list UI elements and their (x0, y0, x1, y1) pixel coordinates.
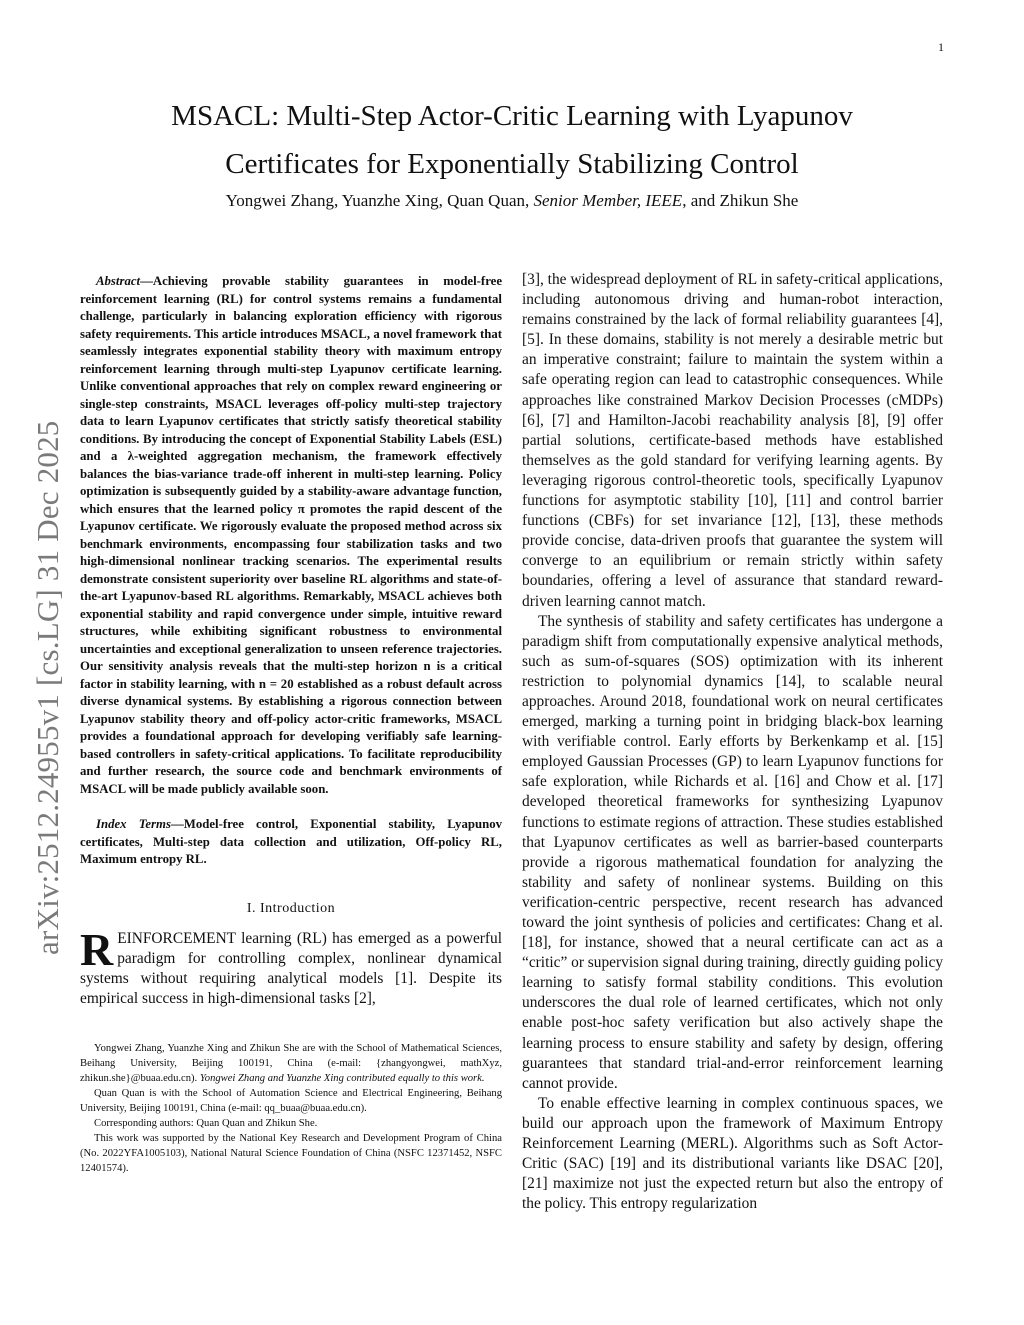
footnote-equal-contribution: Yongwei Zhang and Yuanzhe Xing contributed equally to this work. (199, 1072, 485, 1084)
section-heading-introduction: I. Introduction (246, 900, 336, 916)
body-paragraph-3: To enable effective learning in complex continuous spaces, we build our approach upon the framework of Maximum Entropy Reinforcement Learning (MERL). Algorithms such as Soft Actor-Critic (SAC) [19] and its distributional variants like DSAC [20], [21] maximize not just the expected return but also the entropy of the policy. This entropy regularization (522, 1094, 943, 1213)
introduction-paragraph (80, 923, 502, 1009)
drop-cap: R (80, 923, 114, 975)
arxiv-stamp: arXiv:2512.24955v1 [cs.LG] 31 Dec 2025 (30, 420, 65, 955)
authors-start: Yongwei Zhang, Yuanzhe Xing, Quan Quan, (225, 191, 534, 210)
author-list (80, 190, 944, 212)
footnote-corresponding: Corresponding authors: Quan Quan and Zhikun She. (94, 1117, 318, 1129)
abstract-text: —Achieving provable stability guarantees in model-free reinforcement learning (RL) for control systems remains a fundamental challenge, particularly in balancing exploration efficiency with rigorous safety requirements. This article introduces MSACL, a novel framework that seamlessly integrates exponential stability theory with maximum entropy reinforcement learning through multi-step Lyapunov certificate learning. Unlike conventional approaches that rely on complex reward engineering or single-step constraints, MSACL leverages off-policy multi-step trajectory data to learn Lyapunov certificates that strictly satisfy theoretical stability conditions. By introducing the concept of Exponential Stability Labels (ESL) and a λ-weighted aggregation mechanism, the framework effectively balances the bias-variance trade-off inherent in multi-step learning. Policy optimization is subsequently guided by a stability-aware advantage function, which ensures that the learned policy π promotes the rapid descent of the Lyapunov certificate. We rigorously evaluate the proposed method across six benchmark environments, encompassing four stabilization tasks and two high-dimensional nonlinear tracking scenarios. The experimental results demonstrate consistent superiority over baseline RL algorithms and state-of-the-art Lyapunov-based RL algorithms. Remarkably, MSACL achieves both exponential stability and rapid convergence under simple, intuitive reward structures, while exhibiting significant robustness to environmental uncertainties and exceptional generalization to unseen reference trajectories. Our sensitivity analysis reveals that the multi-step horizon n is a critical factor in stability learning, with n = 20 established as a robust default across diverse dynamical systems. By establishing a rigorous connection between Lyapunov stability theory and off-policy actor-critic frameworks, MSACL provides a foundational approach for developing verifiably safe learning-based controllers in safety-critical applications. To facilitate reproducibility and further research, the source code and benchmark environments of MSACL will be made publicly available soon. (80, 274, 502, 796)
body-paragraph-2: The synthesis of stability and safety certificates has undergone a paradigm shift from computationally expensive analytical methods, such as sum-of-squares (SOS) optimization with its inherent restriction to polynomial dynamics [14], to scalable neural approaches. Around 2018, foundational work on neural certificates emerged, marking a turning point in bridging black-box learning with verifiable control. Early efforts by Berkenkamp et al. [15] employed Gaussian Processes (GP) to learn Lyapunov functions for safe exploration, while Richards et al. [16] and Chow et al. [17] developed theoretical frameworks for synthesizing Lyapunov functions to estimate regions of attraction. These studies established that Lyapunov certificates as well as barrier-based counterparts provide a rigorous mathematical foundation for analyzing the stability and safety of nonlinear systems. Building on this verification-centric perspective, recent research has advanced toward the joint synthesis of policies and certificates: Chang et al. [18], for instance, showed that a neural certificate can act as a “critic” or supervision signal during training, directly guiding policy learning to satisfy formal stability conditions. This evolution underscores the dual role of learned certificates, which not only enable post-hoc safety verification but also actively shape the learning process to ensure stability and safety by design, offering guarantees that standard trial-and-error reinforcement learning cannot provide. (522, 612, 944, 1092)
index-terms-lead: Index Terms (96, 817, 171, 831)
index-terms-text: —Model-free control, Exponential stability, Lyapunov certificates, Multi-step data collection and utilization, Off-policy RL, Maximum entropy RL. (80, 817, 502, 866)
page-number: 1 (938, 40, 944, 54)
title-line-1: MSACL: Multi-Step Actor-Critic Learning with Lyapunov (171, 100, 853, 132)
footnotes (80, 1041, 502, 1176)
right-column (522, 270, 943, 1214)
title-line-2: Certificates for Exponentially Stabilizing Control (225, 148, 799, 180)
abstract-lead: Abstract (96, 274, 141, 288)
authors-role: Senior Member, IEEE (533, 191, 683, 210)
body-paragraph-1: [3], the widespread deployment of RL in safety-critical applications, including autonomous driving and human-robot interaction, remains constrained by the lack of formal reliability guarantees [4], [5]. In these domains, stability is not merely a desirable metric but an imperative constraint; failure to maintain the system within a safe operating region can lead to catastrophic consequences. While approaches like constrained Markov Decision Processes (cMDPs) [6], [7] and Hamilton-Jacobi reachability analysis [8], [9] offer partial solutions, certificate-based methods have established themselves as the gold standard for verifying learning agents. By leveraging rigorous control-theoretic tools, specifically Lyapunov functions for asymptotic stability [10], [11] and control barrier functions (CBFs) for set invariance [12], [13], these methods provide concise, data-driven proofs that guarantee the system will converge to an equilibrium or remain strictly within safety boundaries, offering a level of assurance that standard reward-driven learning cannot match. (522, 271, 943, 610)
paper-title (80, 92, 944, 188)
authors-end: , and Zhikun She (682, 191, 799, 210)
footnote-funding: This work was supported by the National Key Research and Development Program of China (No. 2022YFA1005103), National Natural Science Foundation of China (NSFC 12371452, NSFC 12401574). (80, 1132, 502, 1174)
footnote-affiliation-1-text: Yongwei Zhang, Yuanzhe Xing and Zhikun She are with the School of Mathematical Sciences, Beihang University, Beijing 100191, China (e-mail: {zhangyongwei, mathXyz, zhikun.she}@buaa.edu.cn). (80, 1042, 502, 1084)
footnote-affiliation-1 (80, 1041, 502, 1086)
introduction-text: EINFORCEMENT learning (RL) has emerged as a powerful paradigm for controlling complex, nonlinear dynamical systems without requiring analytical models [1]. Despite its empirical success in high-dimensional tasks [2], (80, 929, 502, 1007)
index-terms (80, 816, 502, 869)
left-column (80, 273, 502, 1176)
abstract (80, 273, 502, 798)
footnote-affiliation-2: Quan Quan is with the School of Automation Science and Electrical Engineering, Beihang University, Beijing 100191, China (e-mail: qq_buaa@buaa.edu.cn). (80, 1087, 502, 1114)
